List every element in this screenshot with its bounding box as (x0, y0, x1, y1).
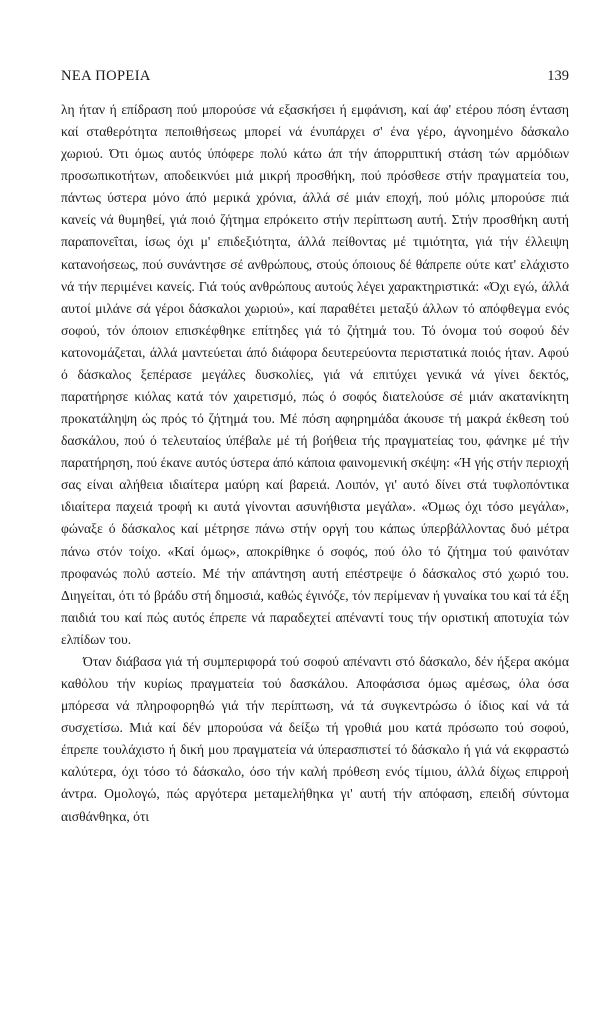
running-header (61, 68, 569, 90)
body-text (61, 99, 569, 828)
paragraph: λη ήταν ή επίδραση πού μπορούσε νά εξασκήσει ή εμφάνιση, καί άφ' ετέρου πόση ένταση καί σταθερότητα πεποιθήσεως μπορεί νά ένυπάρχει σ' ένα γέρο, άγνοημένο δάσκαλο χωριού. Ότι όμως αυτός ύπόφερε πολύ κάτω άπ τήν άπορριπτική στάση τών αρμόδιων προσωπικοτήτων, αποδεικνύει μιά μικρή προσθήκη, πού πρόσθεσε στήν πραγματεία του, πάντως ύστερα μόνο άπό μερικά χρόνια, άλλά σέ μιάν εποχή, πού μόλις μπορούσε πιά κανείς νά θυμηθεί, γιά ποιό ζήτημα επρόκειτο στήν περίπτωση αυτή. Στήν προσθήκη αυτή παραπονεΐται, ίσως όχι μ' επιδεξιότητα, άλλά πείθοντας μέ τιμιότητα, γιά τήν έλλειψη κατανοήσεως, πού συνάντησε σέ ανθρώπους, στούς όποιους δέ θάπρεπε ούτε κατ' ελάχιστο νά τήν περιμένει κανείς. Γιά τούς ανθρώπους αυτούς λέγει χαρακτηριστικά: «Όχι εγώ, άλλά αυτοί μιλάνε σά γέροι δάσκαλοι χωριού», καί παραθέτει μεταξύ άλλων τό απόφθεγμα ενός σοφού, τόν όποιον επισκέφθηκε επίτηδες γιά τό ζήτημά του. Τό όνομα τού σοφού δέν κατονομάζεται, άλλά μαντεύεται άπό διάφορα δευτερεύοντα περιστατικά ποιός ήταν. Αφού ό δάσκαλος ξεπέρασε μεγάλες δυσκολίες, γιά νά επιτύχει γενικά νά γίνει δεκτός, παρατήρησε κιόλας κατά τόν χαιρετισμό, πώς ό σοφός διατελούσε σέ μιάν ακατανίκητη προκατάληψη ώς πρός τό ζήτημά του. Μέ πόση αφηρημάδα άκουσε τή μακρά έκθεση τού δασκάλου, πού ό τελευταίος ύπέβαλε μέ τή βοήθεια τής πραγματείας του, φάνηκε μέ τήν παρατήρηση, πού έκανε αυτός ύστερα άπό κάποια φαινομενική σκέψη: «Ή γής στήν περιοχή σας είναι αλήθεια ιδιαίτερα μαύρη καί βαρειά. Λοιπόν, γι' αυτό δίνει στά τυφλοπόντικα ιδιαίτερα παχειά τροφή κι αυτά γίνονται ασυνήθιστα μεγάλα». «Όμως όχι τόσο μεγάλα», φώναξε ό δάσκαλος καί μέτρησε πάνω στήν οργή του κάπως ύπερβάλλοντας δυό μέτρα πάνω στόν τοίχο. «Καί όμως», αποκρίθηκε ό σοφός, πού όλο τό ζήτημα τού φαινόταν προφανώς πολύ αστείο. Μέ τήν απάντηση αυτή επέστρεψε ό δάσκαλος στό χωριό του. Διηγείται, ότι τό βράδυ στή δημοσιά, καθώς έγινόζε, τόν περίμεναν ή γυναίκα του καί τά έξη παιδιά του καί πώς αυτός έπρεπε νά παραδεχτεί απέναντί τους τήν οριστική αποτυχία τών ελπίδων του. (61, 102, 569, 647)
running-title: ΝΕΑ ΠΟΡΕΙΑ (61, 68, 151, 84)
paragraph: Όταν διάβασα γιά τή συμπεριφορά τού σοφού απέναντι στό δάσκαλο, δέν ήξερα ακόμα καθόλου τήν κυρίως πραγματεία τού δασκάλου. Αποφάσισα όμως αμέσως, όλα όσα μπόρεσα νά πληροφορηθώ γιά τήν περίπτωση, νά τά συγκεντρώσω ό ίδιος καί νά τά συσχετίσω. Μιά καί δέν μπορούσα νά δείξω τή γροθιά μου κατά πρόσωπο τού σοφού, έπρεπε τουλάχιστο ή δική μου πραγματεία νά ύπερασπιστεί τό δάσκαλο ή γιά νά εκφραστώ καλύτερα, όχι τόσο τό δάσκαλο, όσο τήν καλή πρόθεση ενός τίμιου, άλλά δίχως επιρροή άντρα. Ομολογώ, πώς αργότερα μεταμελήθηκα γι' αυτή τήν απόφαση, επειδή σύντομα αισθάνθηκα, ότι (61, 653, 569, 824)
page-number: 139 (547, 68, 569, 84)
